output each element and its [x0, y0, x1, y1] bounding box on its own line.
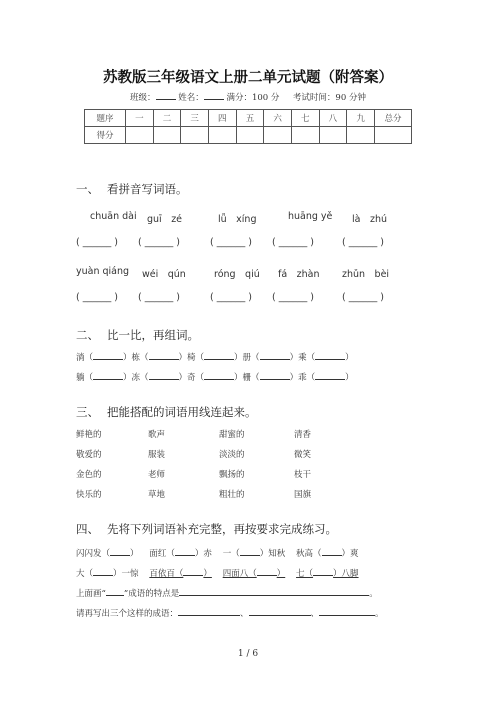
answer-blank[interactable]: ( ______ ) — [138, 292, 180, 303]
answer-blank[interactable] — [93, 566, 113, 576]
answer-blank[interactable] — [257, 566, 277, 576]
answer-blank[interactable] — [93, 370, 123, 380]
answer-blank[interactable] — [183, 566, 203, 576]
idiom-text: 面红（ — [149, 549, 175, 559]
idiom-line-3 — [76, 586, 378, 599]
compare-char: ） — [345, 373, 354, 383]
pinyin: yuàn qiáng — [76, 266, 130, 277]
idiom-text: 秋高（ — [296, 549, 322, 559]
answer-blank[interactable]: ( ______ ) — [342, 292, 384, 303]
compare-char: ）冻（ — [123, 373, 149, 383]
match-word[interactable]: 淡淡的 — [219, 450, 245, 460]
answer-blank[interactable]: ( ______ ) — [210, 292, 252, 303]
match-word[interactable]: 枝干 — [294, 470, 312, 480]
section-1-heading — [76, 181, 188, 197]
pinyin: róng qiú — [214, 269, 260, 280]
answer-blank[interactable] — [313, 566, 333, 576]
idiom-line-1 — [76, 546, 359, 559]
idiom-text: ）一惊 — [113, 569, 139, 579]
score-cell[interactable] — [319, 127, 347, 144]
idiom-text: ） — [203, 569, 212, 579]
idiom-text: 大（ — [76, 569, 94, 579]
header-cell: 一 — [126, 110, 154, 127]
section-title: 比一比，再组词。 — [107, 328, 199, 342]
idiom-text: ）知秋 — [259, 549, 286, 559]
idiom-text: 请再写出三个这样的成语： — [76, 609, 179, 619]
answer-blank[interactable]: ( ______ ) — [76, 292, 118, 303]
match-word[interactable]: 歌声 — [148, 430, 166, 440]
compare-char: ）奇（ — [178, 373, 205, 383]
idiom-text: ）赤 — [194, 549, 212, 559]
pinyin: lǚ xíng — [218, 214, 257, 225]
idiom-line-4 — [76, 606, 384, 619]
section-number: 二、 — [76, 328, 99, 342]
idiom-underlined — [296, 569, 359, 579]
header-cell: 总分 — [375, 110, 412, 127]
answer-blank[interactable] — [106, 586, 124, 596]
score-cell[interactable] — [291, 127, 319, 144]
compare-char: ）栋（ — [123, 353, 149, 363]
answer-blank[interactable] — [260, 350, 290, 360]
compare-char: ）栅（ — [234, 373, 260, 383]
answer-blank[interactable] — [149, 370, 179, 380]
idiom-text: ）八脚 — [333, 569, 359, 579]
idiom-text: ） — [130, 549, 139, 559]
idiom-underlined — [149, 569, 212, 579]
score-label: 满分：100 分 — [226, 93, 280, 103]
idiom-text: ）爽 — [341, 549, 359, 559]
match-word[interactable]: 草地 — [148, 490, 166, 500]
answer-blank[interactable]: ( ______ ) — [272, 237, 314, 248]
compare-char: ）乘（ — [289, 353, 316, 363]
section-2-heading — [76, 327, 199, 343]
match-word[interactable]: 金色的 — [76, 470, 102, 480]
section-number: 三、 — [76, 405, 99, 419]
answer-blank[interactable]: ( ______ ) — [76, 237, 118, 248]
score-table — [84, 109, 412, 144]
class-label: 班级： — [130, 93, 156, 103]
compare-char: 淌（ — [76, 353, 94, 363]
compare-char: ）册（ — [234, 353, 260, 363]
match-word[interactable]: 清香 — [294, 430, 312, 440]
header-cell: 二 — [153, 110, 181, 127]
answer-blank[interactable] — [204, 370, 234, 380]
idiom-line-2 — [76, 566, 359, 579]
answer-blank[interactable] — [110, 546, 130, 556]
match-word[interactable]: 服装 — [148, 450, 166, 460]
header-cell: 八 — [319, 110, 347, 127]
pinyin: guī zé — [147, 214, 183, 225]
idiom-text: 闪闪发（ — [76, 549, 111, 559]
compare-char: ）椅（ — [178, 353, 205, 363]
header-cell: 三 — [181, 110, 209, 127]
score-cell[interactable] — [208, 127, 236, 144]
score-cell[interactable] — [236, 127, 264, 144]
page-title: 苏教版三年级语文上册二单元试题（附答案） — [103, 70, 393, 86]
answer-blank[interactable] — [322, 546, 342, 556]
header-cell: 题序 — [85, 110, 126, 127]
answer-blank[interactable] — [315, 350, 345, 360]
idiom-text: ”成语的特点是 — [123, 589, 180, 599]
compare-char: ） — [345, 353, 354, 363]
match-word[interactable]: 飘扬的 — [219, 470, 245, 480]
section-number: 一、 — [76, 182, 99, 196]
match-word[interactable]: 国旗 — [294, 490, 312, 500]
exam-info — [0, 90, 496, 103]
header-cell: 六 — [264, 110, 292, 127]
section-3-heading — [76, 404, 257, 420]
match-word[interactable]: 鲜艳的 — [76, 430, 102, 440]
answer-blank[interactable] — [319, 606, 375, 616]
pinyin: chuān dài — [90, 211, 137, 222]
pinyin: fá zhàn — [278, 269, 320, 280]
score-table-row — [85, 127, 412, 144]
header-cell: 四 — [208, 110, 236, 127]
header-cell: 五 — [236, 110, 264, 127]
score-cell[interactable] — [264, 127, 292, 144]
compare-row-1 — [76, 350, 354, 363]
pinyin: huāng yě — [288, 211, 333, 222]
name-blank — [204, 90, 224, 100]
score-table-header — [85, 110, 412, 127]
answer-blank[interactable]: ( ______ ) — [342, 237, 384, 248]
answer-blank[interactable]: ( ______ ) — [138, 237, 180, 248]
row-label: 得分 — [85, 127, 126, 144]
match-word[interactable]: 敬爱的 — [76, 450, 102, 460]
match-word[interactable]: 快乐的 — [76, 490, 102, 500]
section-4-heading — [76, 521, 337, 537]
pinyin: là zhú — [352, 214, 387, 225]
idiom-text: 一（ — [222, 549, 240, 559]
match-word[interactable]: 老师 — [148, 470, 166, 480]
section-title: 看拼音写词语。 — [107, 182, 188, 196]
idiom-text: 七（ — [296, 569, 314, 579]
idiom-text: 、 — [240, 609, 249, 619]
compare-char: ）乖（ — [289, 373, 316, 383]
answer-blank[interactable] — [175, 546, 195, 556]
answer-blank[interactable] — [93, 350, 123, 360]
compare-char: 躺（ — [76, 373, 94, 383]
idiom-text: 上面画“ — [76, 589, 106, 599]
answer-blank[interactable] — [240, 546, 260, 556]
score-cell[interactable] — [181, 127, 209, 144]
pinyin: zhǔn bèi — [342, 269, 390, 280]
time-label: 考试时间：90 分钟 — [292, 93, 366, 103]
header-cell: 九 — [347, 110, 375, 127]
score-cell[interactable] — [375, 127, 412, 144]
header-cell: 七 — [291, 110, 319, 127]
idiom-text: 百依百（ — [149, 569, 184, 579]
answer-blank[interactable]: ( ______ ) — [210, 237, 252, 248]
score-cell[interactable] — [347, 127, 375, 144]
class-blank — [156, 90, 176, 100]
pinyin: wéi qún — [142, 269, 186, 280]
match-word[interactable]: 粗壮的 — [219, 490, 245, 500]
answer-blank[interactable]: ( ______ ) — [272, 292, 314, 303]
answer-blank[interactable] — [149, 350, 179, 360]
answer-blank[interactable] — [260, 370, 290, 380]
match-word[interactable]: 微笑 — [294, 450, 312, 460]
idiom-text: 、 — [310, 609, 320, 619]
section-title: 把能搭配的词语用线连起来。 — [107, 405, 257, 419]
match-word[interactable]: 甜蜜的 — [219, 430, 245, 440]
answer-blank[interactable] — [204, 350, 234, 360]
answer-blank[interactable] — [179, 586, 369, 596]
compare-row-2 — [76, 370, 354, 383]
score-cell[interactable] — [153, 127, 181, 144]
answer-blank[interactable] — [178, 606, 240, 616]
score-cell[interactable] — [126, 127, 154, 144]
idiom-text: 。 — [375, 609, 384, 619]
idiom-text: ） — [276, 569, 286, 579]
idiom-underlined — [223, 569, 286, 579]
section-title: 先将下列词语补充完整，再按要求完成练习。 — [107, 522, 337, 536]
section-number: 四、 — [76, 522, 99, 536]
answer-blank[interactable] — [249, 606, 311, 616]
answer-blank[interactable] — [315, 370, 345, 380]
idiom-text: 。 — [369, 589, 378, 599]
idiom-text: 四面八（ — [222, 569, 257, 579]
page-number: 1 / 6 — [237, 649, 259, 659]
name-label: 姓名： — [178, 93, 204, 103]
